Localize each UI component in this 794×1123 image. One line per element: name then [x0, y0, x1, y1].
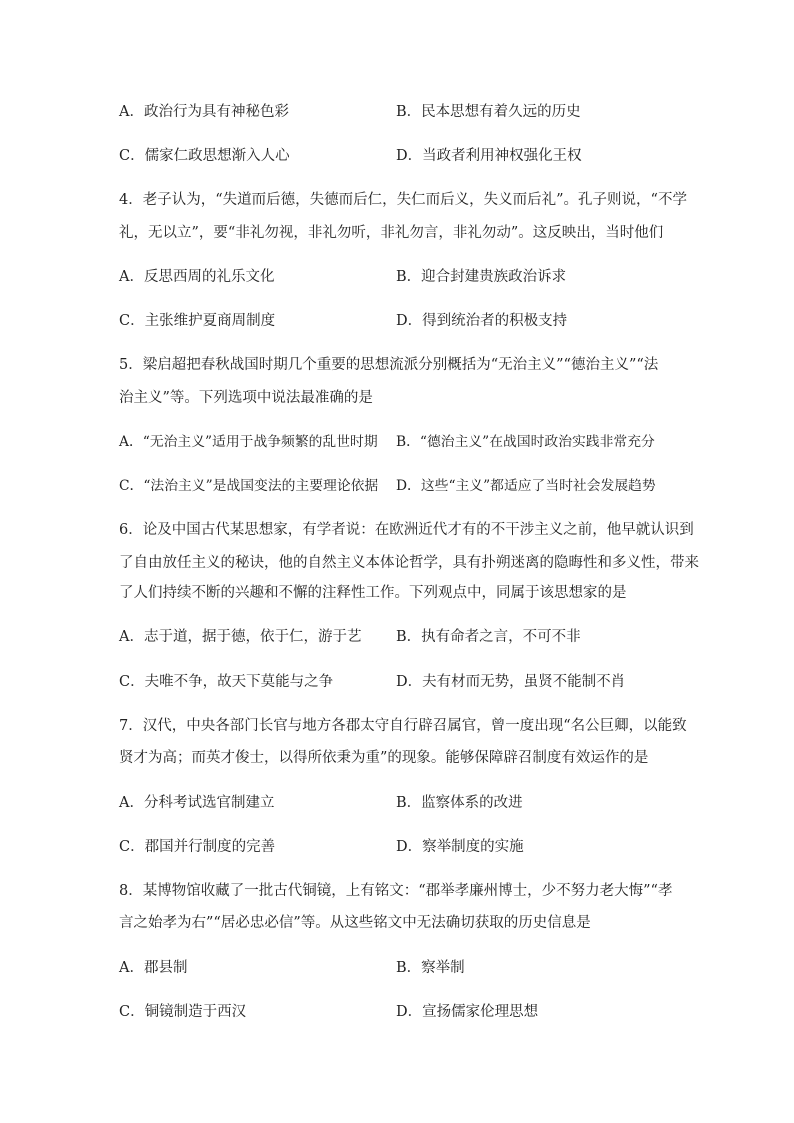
- q3-option-b[interactable]: B．民本思想有着久远的历史: [396, 104, 581, 120]
- q4-stem-line-1: 4．老子认为，“失道而后德，失德而后仁，失仁而后义，失义而后礼”。孔子则说，“不学: [119, 192, 687, 208]
- q7-stem-line-2: 贤才为高；而英才俊士，以得所依秉为重”的现象。能够保障辟召制度有效运作的是: [119, 750, 649, 766]
- q4-options-row-1: [119, 266, 679, 288]
- q5-option-d[interactable]: D．这些“主义”都适应了当时社会发展趋势: [396, 478, 656, 494]
- q3-options-row-1: [119, 101, 679, 123]
- q7-option-d[interactable]: D．察举制度的实施: [396, 839, 524, 855]
- q8-options-row-1: [119, 957, 679, 979]
- q8-option-d[interactable]: D．宣扬儒家伦理思想: [396, 1004, 539, 1020]
- q3-option-a[interactable]: A．政治行为具有神秘色彩: [119, 104, 289, 120]
- q3-option-d[interactable]: D．当政者利用神权强化王权: [396, 148, 582, 164]
- q3-option-c[interactable]: C．儒家仁政思想渐入人心: [119, 148, 290, 164]
- q5-option-a[interactable]: A．“无治主义”适用于战争频繁的乱世时期: [119, 434, 378, 450]
- q6-options-row-2: [119, 671, 679, 693]
- q5-stem-line-1: 5．梁启超把春秋战国时期几个重要的思想流派分别概括为“无治主义”“德治主义”“法: [119, 357, 659, 373]
- q7-stem-line-1: 7．汉代，中央各部门长官与地方各郡太守自行辟召属官，曾一度出现“名公巨卿，以能致: [119, 718, 687, 734]
- q6-option-d[interactable]: D．夫有材而无势，虽贤不能制不肖: [396, 674, 626, 690]
- q6-option-b[interactable]: B．执有命者之言，不可不非: [396, 629, 581, 645]
- q6-options-row-1: [119, 626, 679, 648]
- q6-stem-line-2: 了自由放任主义的秘诀，他的自然主义本体论哲学，具有扑朔迷离的隐晦性和多义性，带来: [119, 555, 699, 571]
- q5-option-c[interactable]: C．“法治主义”是战国变法的主要理论依据: [119, 478, 379, 494]
- q6-option-a[interactable]: A．志于道，据于德，依于仁，游于艺: [119, 629, 362, 645]
- q8-option-c[interactable]: C．铜镜制造于西汉: [119, 1004, 247, 1020]
- q8-option-a[interactable]: A．郡县制: [119, 960, 188, 976]
- q7-option-b[interactable]: B．监察体系的改进: [396, 795, 523, 811]
- q8-option-b[interactable]: B．察举制: [396, 960, 465, 976]
- q5-options-row-1: [119, 431, 679, 453]
- q4-options-row-2: [119, 310, 679, 332]
- q6-stem-line-1: 6．论及中国古代某思想家，有学者说：在欧洲近代才有的不干涉主义之前，他早就认识到: [119, 522, 694, 538]
- q7-option-c[interactable]: C．郡国并行制度的完善: [119, 839, 276, 855]
- q8-stem-line-2: 言之始孝为右”“居必忠必信”等。从这些铭文中无法确切获取的历史信息是: [119, 915, 591, 931]
- q5-options-row-2: [119, 475, 679, 497]
- q6-option-c[interactable]: C．夫唯不争，故天下莫能与之争: [119, 674, 334, 690]
- q5-stem-line-2: 治主义”等。下列选项中说法最准确的是: [119, 390, 373, 406]
- q8-options-row-2: [119, 1001, 679, 1023]
- q5-option-b[interactable]: B．“德治主义”在战国时政治实践非常充分: [396, 434, 655, 450]
- q4-option-b[interactable]: B．迎合封建贵族政治诉求: [396, 269, 567, 285]
- q4-option-a[interactable]: A．反思西周的礼乐文化: [119, 269, 275, 285]
- q4-option-d[interactable]: D．得到统治者的积极支持: [396, 313, 568, 329]
- q7-option-a[interactable]: A．分科考试选官制建立: [119, 795, 275, 811]
- q7-options-row-2: [119, 836, 679, 858]
- q8-stem-line-1: 8．某博物馆收藏了一批古代铜镜，上有铭文：“郡举孝廉州博士，少不努力老大悔”“孝: [119, 883, 673, 899]
- q7-options-row-1: [119, 792, 679, 814]
- q4-stem-line-2: 礼，无以立”，要“非礼勿视，非礼勿听，非礼勿言，非礼勿动”。这反映出，当时他们: [119, 225, 664, 241]
- q3-options-row-2: [119, 145, 679, 167]
- q6-stem-line-3: 了人们持续不断的兴趣和不懈的注释性工作。下列观点中，同属于该思想家的是: [119, 585, 627, 601]
- q4-option-c[interactable]: C．主张维护夏商周制度: [119, 313, 276, 329]
